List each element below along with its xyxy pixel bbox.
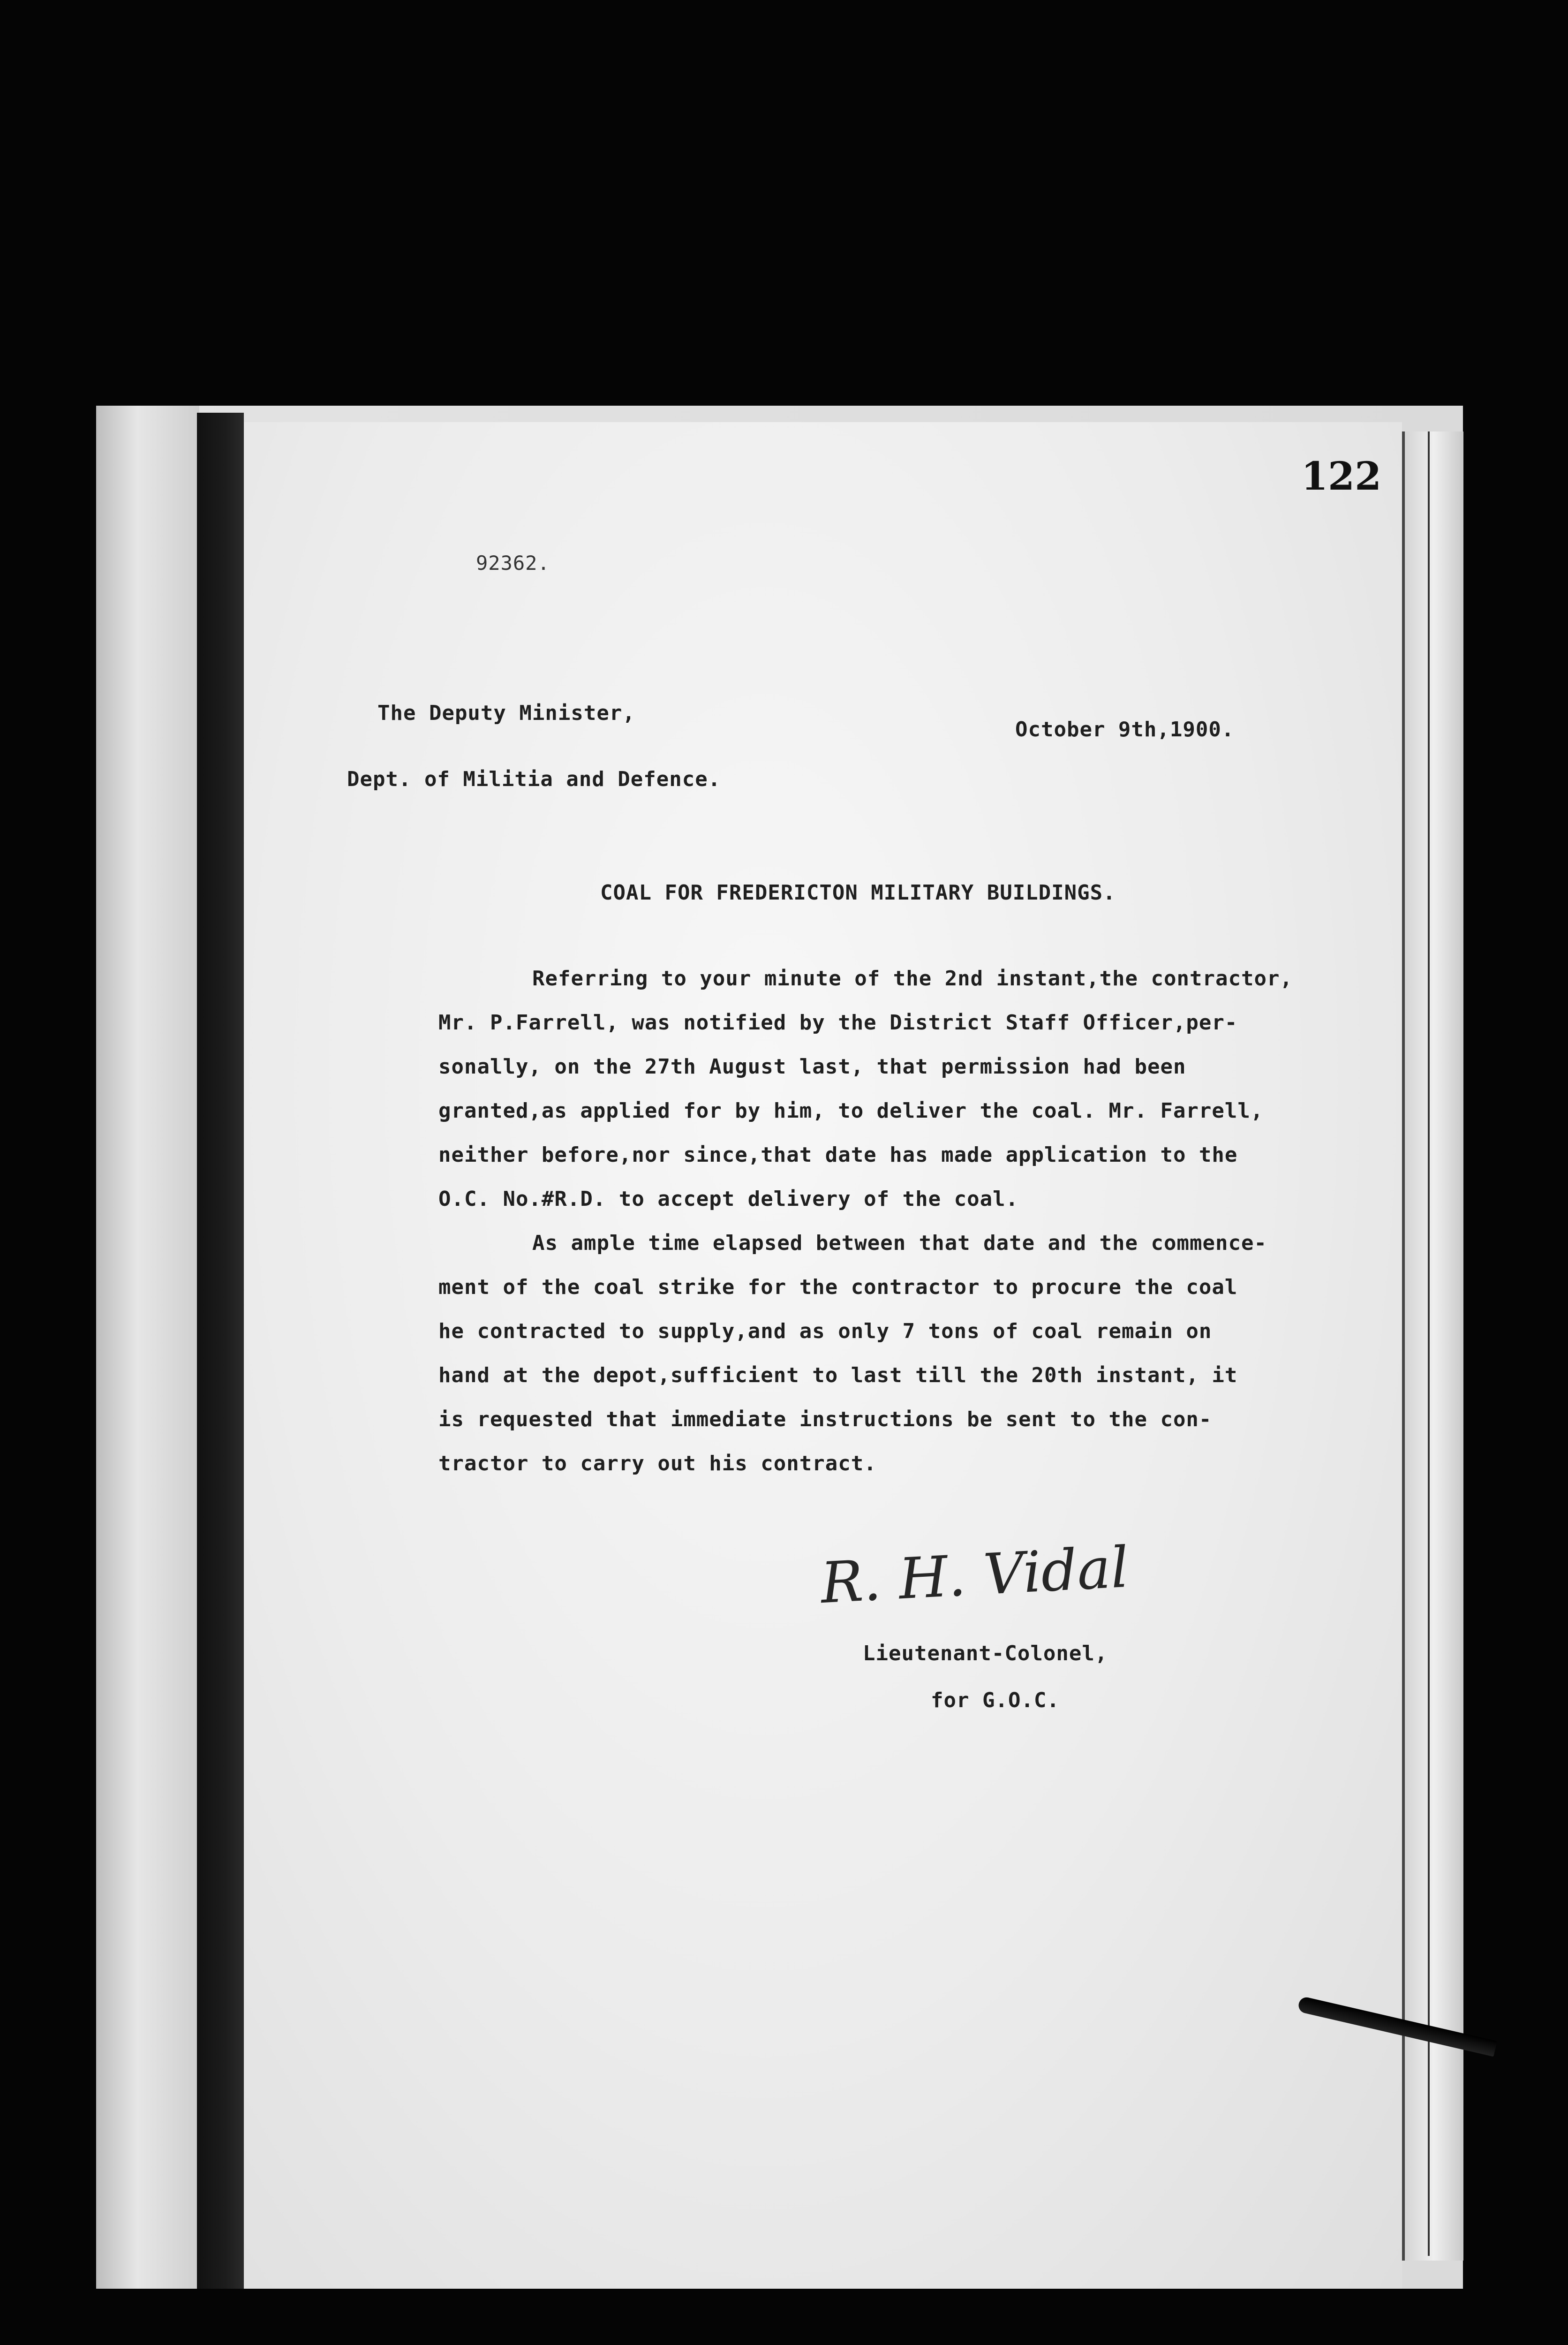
body-line: he contracted to supply,and as only 7 tons of coal remain on xyxy=(438,1319,1212,1343)
body-line: tractor to carry out his contract. xyxy=(438,1452,877,1475)
body-line: granted,as applied for by him, to deliver the coal. Mr. Farrell, xyxy=(438,1099,1264,1123)
binding-gutter xyxy=(197,413,244,2289)
file-number: 92362. xyxy=(476,552,550,575)
body-line: sonally, on the 27th August last, that permission had been xyxy=(438,1055,1186,1079)
signatory-for: for G.O.C. xyxy=(931,1688,1060,1712)
body-line: hand at the depot,sufficient to last till the 20th instant, it xyxy=(438,1363,1238,1387)
right-page-edge xyxy=(1402,431,1463,2261)
body-line: is requested that immediate instructions be sent to the con- xyxy=(438,1407,1212,1431)
folio-number: 122 xyxy=(1301,454,1382,499)
letter-body xyxy=(438,957,1293,1486)
body-line: neither before,nor since,that date has made application to the xyxy=(438,1143,1238,1167)
left-page-edge xyxy=(96,406,199,2289)
signature: R. H. Vidal xyxy=(819,1535,1131,1617)
body-line: ment of the coal strike for the contractor to procure the coal xyxy=(438,1275,1238,1299)
letter-date: October 9th,1900. xyxy=(1015,718,1235,741)
recipient-line-2: Dept. of Militia and Defence. xyxy=(347,767,721,791)
body-line: O.C. No.#R.D. to accept delivery of the coal. xyxy=(438,1187,1019,1211)
right-edge-divider xyxy=(1428,431,1430,2256)
body-line: Mr. P.Farrell, was notified by the District Staff Officer,per- xyxy=(438,1011,1238,1035)
letter-subject: COAL FOR FREDERICTON MILITARY BUILDINGS. xyxy=(600,881,1116,905)
body-line: Referring to your minute of the 2nd instant,the contractor, xyxy=(532,967,1293,991)
body-line: As ample time elapsed between that date and the commence- xyxy=(532,1231,1267,1255)
recipient-line-1: The Deputy Minister, xyxy=(377,701,635,725)
signatory-rank: Lieutenant-Colonel, xyxy=(863,1642,1108,1665)
